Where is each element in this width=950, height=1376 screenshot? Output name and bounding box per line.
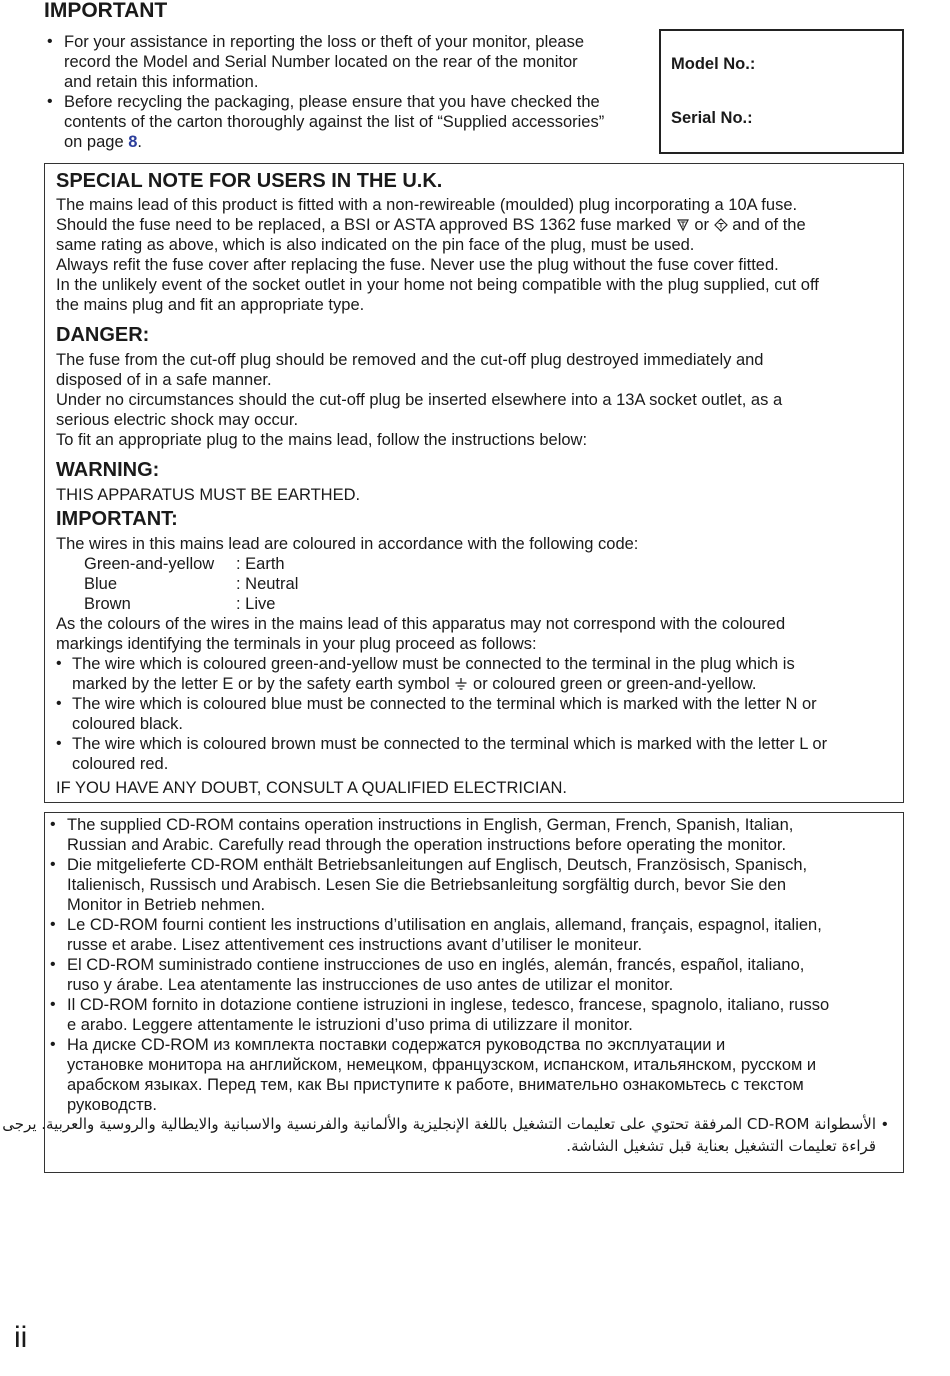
- wire-color: Green-and-yellow: [84, 555, 215, 573]
- wire-role: : Neutral: [236, 575, 299, 593]
- bullet-icon: •: [50, 996, 56, 1013]
- text-line: Under no circumstances should the cut-off plug be inserted elsewhere into a 13A socket outlet, as a: [56, 391, 783, 409]
- bullet-icon: •: [56, 655, 62, 672]
- page-title: IMPORTANT: [44, 0, 168, 22]
- bullet-icon: •: [50, 856, 56, 873]
- text-line: The supplied CD-ROM contains operation instructions in English, German, French, Spanish, Italian,: [67, 816, 794, 834]
- text-line: markings identifying the terminals in your plug proceed as follows:: [56, 635, 537, 653]
- text-line: [64, 132, 142, 152]
- wire-color: Brown: [84, 595, 131, 613]
- text-fragment: marked by the letter E or by the safety earth symbol: [72, 675, 450, 693]
- text-line: ruso y árabe. Lea atentamente las instrucciones de uso antes de utilizar el monitor.: [67, 976, 674, 994]
- text-line: serious electric shock may occur.: [56, 411, 299, 429]
- text-line: In the unlikely event of the socket outlet in your home not being compatible with the plug supplied, cut off: [56, 276, 819, 294]
- bullet-icon: •: [50, 816, 56, 833]
- text-line: [72, 674, 756, 694]
- text-line: record the Model and Serial Number located on the rear of the monitor: [64, 53, 578, 71]
- text-line: russe et arabe. Lisez attentivement ces instructions avant d’utiliser le moniteur.: [67, 936, 643, 954]
- text-fragment: and of the: [732, 216, 806, 234]
- bullet-icon: •: [56, 735, 62, 752]
- warning-heading: WARNING:: [56, 459, 160, 481]
- text-line: coloured red.: [72, 755, 169, 773]
- text-line: Il CD-ROM fornito in dotazione contiene istruzioni in inglese, tedesco, francese, spagnolo, italiano, russo: [67, 996, 830, 1014]
- danger-heading: DANGER:: [56, 324, 150, 346]
- text-line: The wire which is coloured brown must be connected to the terminal which is marked with the letter L or: [72, 735, 828, 753]
- text-line: The wire which is coloured blue must be connected to the terminal which is marked with the letter N or: [72, 695, 817, 713]
- bullet-icon: •: [47, 33, 53, 50]
- text-line: На диске CD-ROM из комплекта поставки содержатся руководства по эксплуатации и: [67, 1036, 726, 1054]
- earth-symbol-icon: [454, 677, 468, 691]
- text-line: Russian and Arabic. Carefully read through the operation instructions before operating the monitor.: [67, 836, 787, 854]
- text-line: and retain this information.: [64, 73, 259, 91]
- text-line: For your assistance in reporting the loss or theft of your monitor, please: [64, 33, 585, 51]
- text-line: To fit an appropriate plug to the mains lead, follow the instructions below:: [56, 431, 588, 449]
- text-line: The fuse from the cut-off plug should be removed and the cut-off plug destroyed immediately and: [56, 351, 764, 369]
- text-line: contents of the carton thoroughly against the list of “Supplied accessories”: [64, 113, 605, 131]
- text-line: The wire which is coloured green-and-yellow must be connected to the terminal in the plug which is: [72, 655, 795, 673]
- wire-role: : Live: [236, 595, 276, 613]
- text-fragment: .: [137, 133, 143, 151]
- text-line: Die mitgelieferte CD-ROM enthält Betriebsanleitungen auf Englisch, Deutsch, Französisch, Spanisch,: [67, 856, 808, 874]
- bullet-icon: •: [50, 1036, 56, 1053]
- text-line: The wires in this mains lead are coloured in accordance with the following code:: [56, 535, 639, 553]
- bullet-icon: •: [47, 93, 53, 110]
- wire-color: Blue: [84, 575, 118, 593]
- serial-number-label: Serial No.:: [671, 109, 753, 127]
- text-fragment: on page: [64, 133, 129, 151]
- bsi-kitemark-icon: [676, 218, 690, 232]
- model-number-label: Model No.:: [671, 55, 756, 73]
- uk-note-heading: SPECIAL NOTE FOR USERS IN THE U.K.: [56, 170, 443, 192]
- bullet-icon: •: [50, 916, 56, 933]
- doubt-notice: IF YOU HAVE ANY DOUBT, CONSULT A QUALIFIED ELECTRICIAN.: [56, 779, 568, 797]
- wire-role: : Earth: [236, 555, 285, 573]
- text-line: disposed of in a safe manner.: [56, 371, 272, 389]
- model-serial-box: [659, 29, 904, 154]
- text-line: e arabo. Leggere attentamente le istruzioni d’uso prima di utilizzare il monitor.: [67, 1016, 633, 1034]
- text-fragment: Should the fuse need to be replaced, a BSI or ASTA approved BS 1362 fuse marked: [56, 216, 672, 234]
- asta-mark-icon: [714, 218, 728, 232]
- text-line: same rating as above, which is also indicated on the pin face of the plug, must be used.: [56, 236, 695, 254]
- page-number: ii: [14, 1321, 28, 1354]
- text-fragment: or coloured green or green-and-yellow.: [473, 675, 757, 693]
- text-line: El CD-ROM suministrado contiene instrucciones de uso en inglés, alemán, francés, español, italiano,: [67, 956, 805, 974]
- text-line: The mains lead of this product is fitted with a non-rewireable (moulded) plug incorporating a 10A fuse.: [56, 196, 798, 214]
- text-line: As the colours of the wires in the mains lead of this apparatus may not correspond with the coloured: [56, 615, 786, 633]
- text-line: [56, 215, 806, 235]
- text-line: арабском языках. Перед тем, как Вы приступите к работе, внимательно ознакомьтесь с текстом: [67, 1076, 804, 1094]
- text-fragment: or: [694, 216, 710, 234]
- page-reference-link[interactable]: 8: [128, 133, 138, 151]
- text-line: установке монитора на английском, немецком, французском, испанском, итальянском, русском и: [67, 1056, 817, 1074]
- bullet-icon: •: [882, 1116, 888, 1133]
- text-line: the mains plug and fit an appropriate type.: [56, 296, 365, 314]
- bullet-icon: •: [50, 956, 56, 973]
- text-line: руководств.: [67, 1096, 158, 1114]
- text-line: Always refit the fuse cover after replacing the fuse. Never use the plug without the fuse cover fitted.: [56, 256, 779, 274]
- text-line: coloured black.: [72, 715, 183, 733]
- important-heading: IMPORTANT:: [56, 508, 178, 530]
- text-line: THIS APPARATUS MUST BE EARTHED.: [56, 486, 361, 504]
- text-line: Italienisch, Russisch und Arabisch. Lesen Sie die Betriebsanleitung sorgfältig durch, bevor Sie den: [67, 876, 787, 894]
- text-line: Le CD-ROM fourni contient les instructions d’utilisation en anglais, allemand, français, espagnol, italien,: [67, 916, 822, 934]
- arabic-text-line: قراءة تعليمات التشغيل بعناية قبل تشغيل الشاشة.: [566, 1137, 876, 1155]
- text-line: Before recycling the packaging, please ensure that you have checked the: [64, 93, 600, 111]
- bullet-icon: •: [56, 695, 62, 712]
- text-line: Monitor in Betrieb nehmen.: [67, 896, 266, 914]
- arabic-text-line: الأسطوانة CD-ROM المرفقة تحتوي على تعليمات التشغيل باللغة الإنجليزية والألمانية والفرنسية والاسبانية والايطالية والروسية والعربية. يرجى: [2, 1115, 876, 1133]
